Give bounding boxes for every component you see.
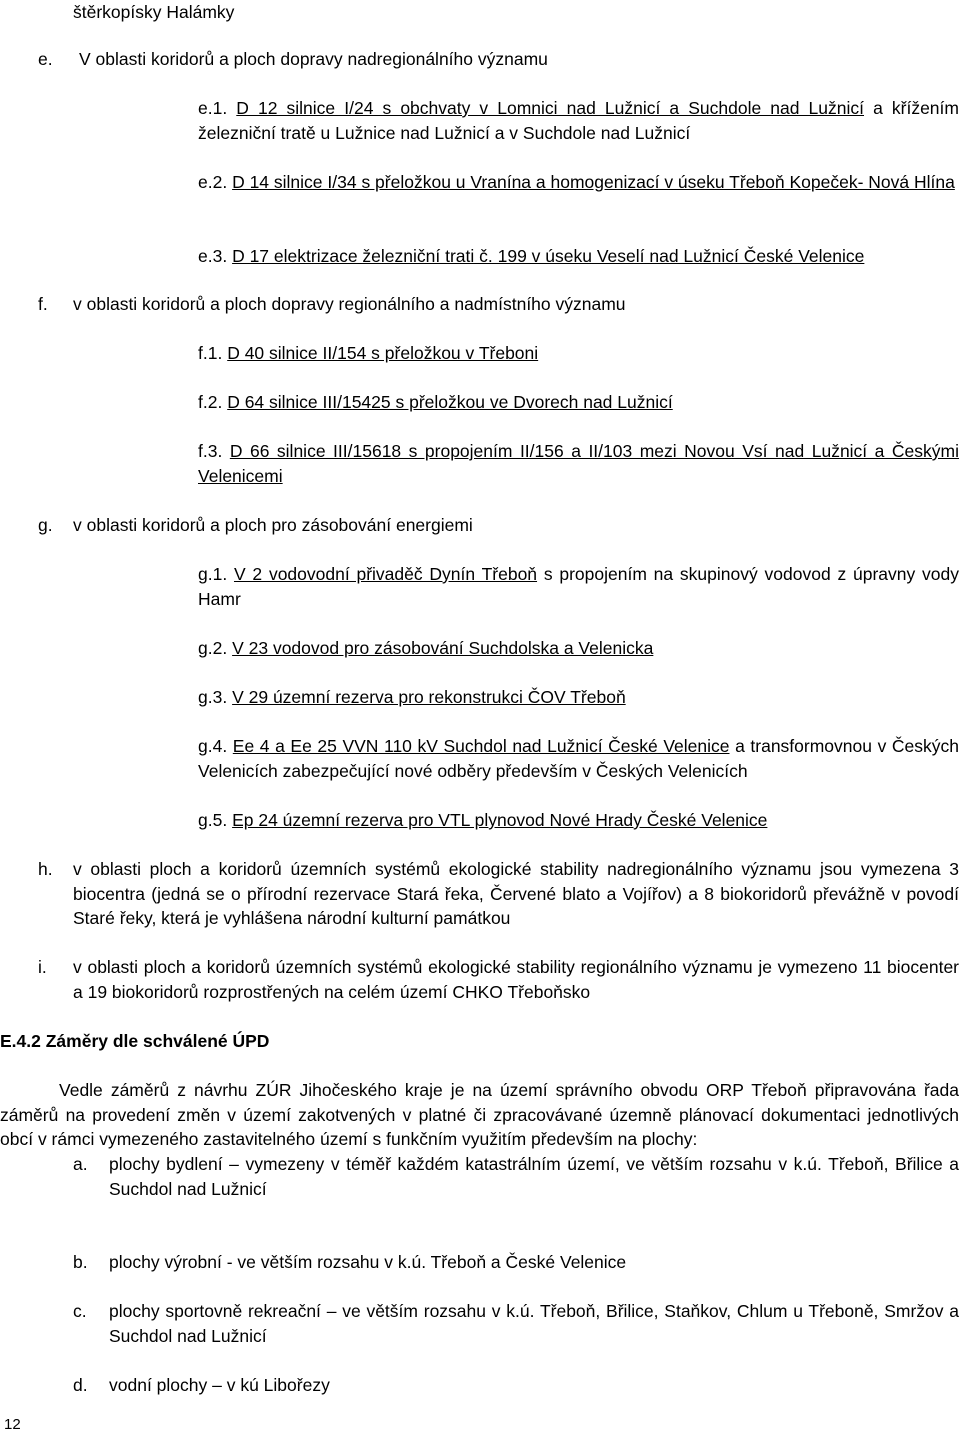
section-h-text: v oblasti ploch a koridorů územních systémů ekologické stability nadregionálního významu jsou vymezena 3 biocentra (jedná se o přírodní rezervace Stará řeka, Červené blato a Vojířov) a 8 biokoridorů převážně v povodí Staré řeky, která je vyhlášena národní kulturní památkou [73, 859, 959, 928]
item-text: a transformovnou v Českých Velenicích zabezpečující nové odběry především v Českých Velenicích [198, 736, 960, 781]
item-code-link: V 2 vodovodní přivaděč Dynín Třeboň [233, 564, 538, 584]
item-g2 [198, 636, 653, 661]
item-number: f.2. [198, 392, 223, 412]
item-number: g.4. [198, 736, 228, 756]
item-code-link: V 29 územní rezerva pro rekonstrukci ČOV Třeboň [232, 687, 626, 707]
section-f-title: v oblasti koridorů a ploch dopravy regionálního a nadmístního významu [73, 294, 626, 314]
item-number: f.1. [198, 343, 223, 363]
item-number: g.1. [198, 564, 228, 584]
item-g5 [198, 808, 767, 833]
item-code-link: D 12 silnice I/24 s obchvaty v Lomnici nad Lužnicí a Suchdole nad Lužnicí [236, 98, 864, 118]
item-code-link: V 23 vodovod pro zásobování Suchdolska a Velenicka [232, 638, 654, 658]
item-text: s propojením na skupinový vodovod z úpravny vody Hamr [198, 564, 959, 609]
section-f-label: f. [38, 294, 48, 314]
item-number: e.3. [198, 246, 228, 266]
list-label-a: a. [73, 1154, 88, 1174]
list-item-d: vodní plochy – v kú Libořezy [109, 1375, 330, 1395]
item-f2 [198, 390, 673, 415]
page-number: 12 [4, 1416, 21, 1433]
list-label-c: c. [73, 1301, 87, 1321]
item-number: e.1. [198, 98, 228, 118]
list-item-a: plochy bydlení – vymezeny v téměř každém katastrálním území, ve větším rozsahu v k.ú. Třeboň, Břilice a Suchdol nad Lužnicí [109, 1154, 959, 1199]
body-paragraph: Vedle záměrů z návrhu ZÚR Jihočeského kraje je na území správního obvodu ORP Třeboň připravována řada záměrů na provedení změn v území zakotvených v platné či zpracovávané územně plánovací dokumentaci jednotlivých obcí v rámci vymezeného zastavitelného území s funkčním využitím především na plochy: [0, 1080, 959, 1149]
item-code-link: D 14 silnice I/34 s přeložkou u Vranína a homogenizací v úseku Třeboň Kopeček- Nová Hlína [232, 172, 955, 192]
list-label-d: d. [73, 1375, 88, 1395]
item-code-link: D 64 silnice III/15425 s přeložkou ve Dvorech nad Lužnicí [227, 392, 673, 412]
item-number: e.2. [198, 172, 228, 192]
item-code-link: D 66 silnice III/15618 s propojením II/156 a II/103 mezi Novou Vsí nad Lužnicí a Českými Velenicemi [198, 441, 959, 486]
list-item-b: plochy výrobní - ve větším rozsahu v k.ú. Třeboň a České Velenice [109, 1252, 627, 1272]
item-number: f.3. [198, 441, 223, 461]
item-code-link: D 17 elektrizace železniční trati č. 199 v úseku Veselí nad Lužnicí České Velenice [232, 246, 865, 266]
item-e3 [198, 244, 864, 269]
item-number: g.2. [198, 638, 228, 658]
item-f1 [198, 341, 538, 366]
section-h-label: h. [38, 859, 53, 879]
item-number: g.5. [198, 810, 228, 830]
section-g-label: g. [38, 515, 53, 535]
item-code-link: Ep 24 územní rezerva pro VTL plynovod Nové Hrady České Velenice [232, 810, 768, 830]
section-heading: E.4.2 Záměry dle schválené ÚPD [0, 1031, 270, 1051]
item-code-link: Ee 4 a Ee 25 VVN 110 kV Suchdol nad Lužnicí České Velenice [232, 736, 730, 756]
item-f3 [198, 439, 959, 488]
item-g4 [198, 734, 959, 783]
continued-text: štěrkopísky Halámky [73, 2, 235, 22]
section-e-title: V oblasti koridorů a ploch dopravy nadregionálního významu [79, 49, 548, 69]
item-e2 [198, 170, 959, 195]
list-item-c: plochy sportovně rekreační – ve větším rozsahu v k.ú. Třeboň, Břilice, Staňkov, Chlum u Třeboně, Smržov a Suchdol nad Lužnicí [109, 1301, 959, 1346]
item-e1 [198, 96, 959, 145]
section-g-title: v oblasti koridorů a ploch pro zásobování energiemi [73, 515, 473, 535]
item-text: a křížením železniční tratě u Lužnice nad Lužnicí a v Suchdole nad Lužnicí [198, 98, 959, 143]
section-i-text: v oblasti ploch a koridorů územních systémů ekologické stability regionálního významu je vymezeno 11 biocenter a 19 biokoridorů rozprostřených na celém území CHKO Třeboňsko [73, 957, 959, 1002]
list-label-b: b. [73, 1252, 88, 1272]
section-e-label: e. [38, 49, 53, 69]
item-number: g.3. [198, 687, 228, 707]
item-code-link: D 40 silnice II/154 s přeložkou v Třeboni [227, 343, 539, 363]
item-g1 [198, 562, 959, 611]
item-g3 [198, 685, 626, 710]
section-i-label: i. [38, 957, 47, 977]
